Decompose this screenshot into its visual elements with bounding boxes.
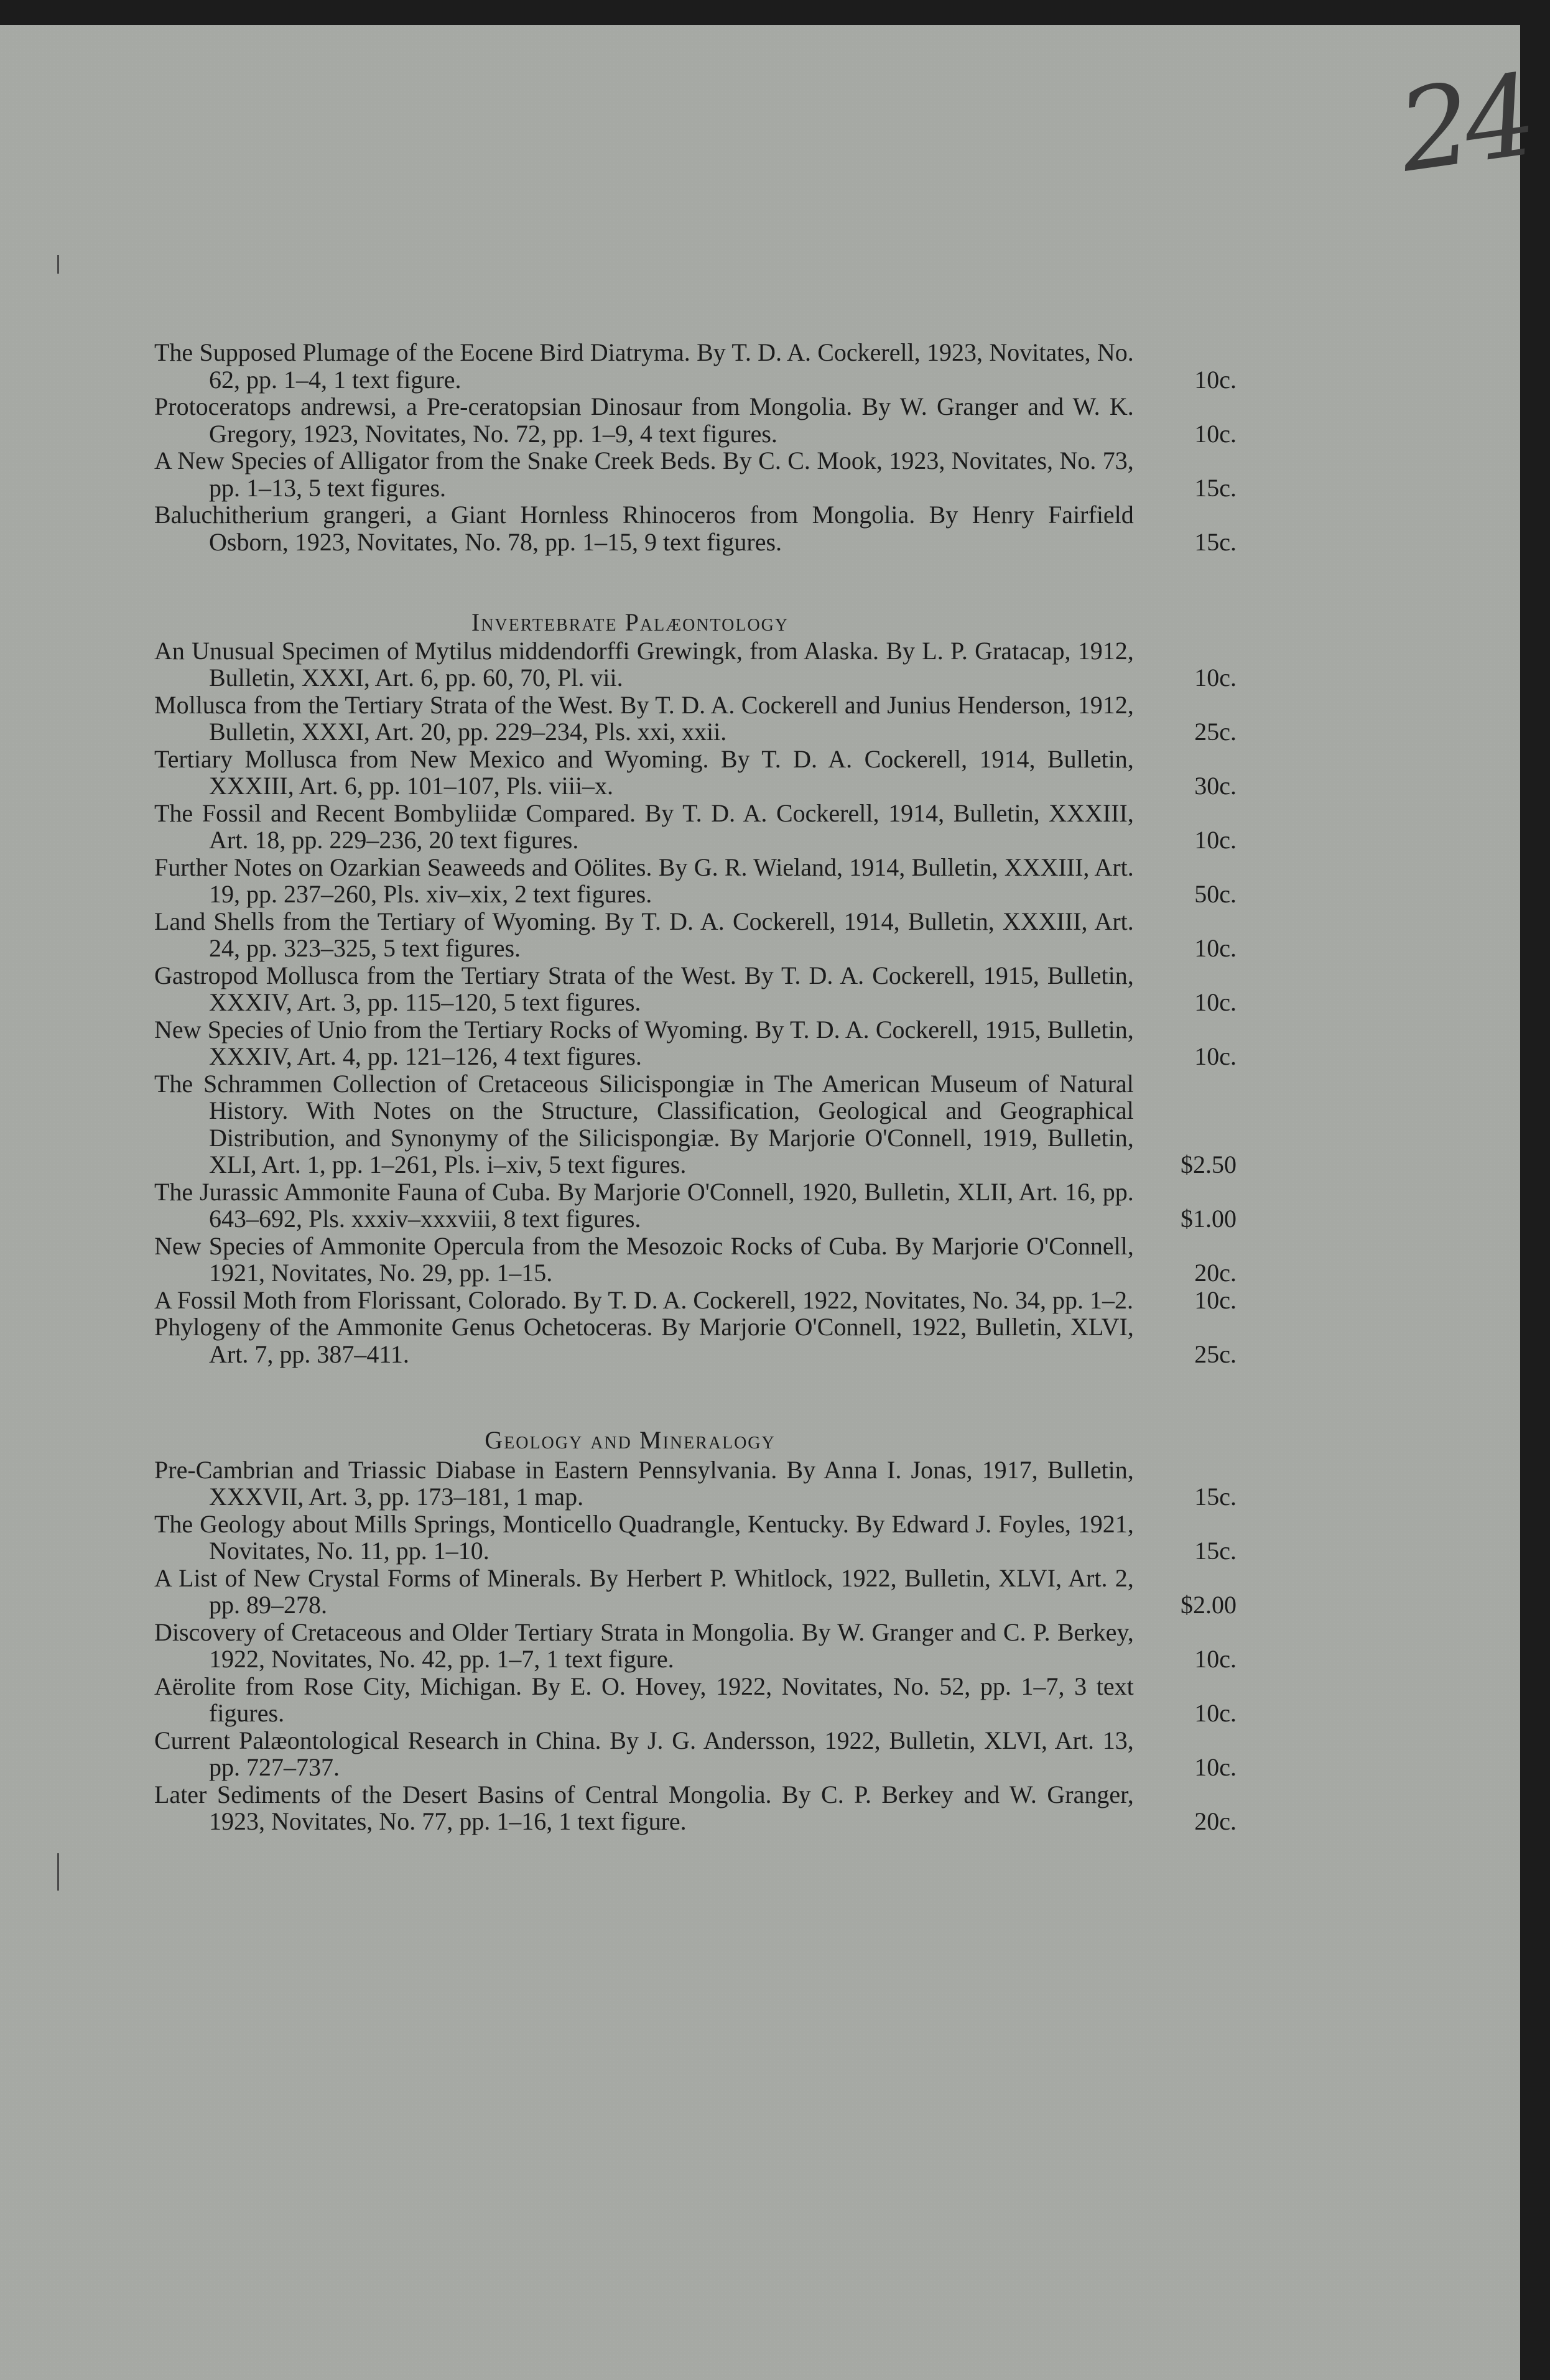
publication-entry — [154, 1456, 1237, 1511]
publication-entry — [154, 637, 1237, 692]
entry-price: 10c. — [1194, 1753, 1237, 1781]
entry-price: 10c. — [1194, 826, 1237, 854]
entry-price: 10c. — [1194, 1645, 1237, 1673]
publication-entry — [154, 501, 1237, 555]
entry-citation: Current Palæontological Research in China. By J. G. Andersson, 1922, Bulletin, XLVI, Art. 13, pp. 727–737. — [154, 1726, 1134, 1781]
entry-citation: A New Species of Alligator from the Snake Creek Beds. By C. C. Mook, 1923, Novitates, No. 73, pp. 1–13, 5 text figures. — [154, 447, 1134, 502]
publication-entry — [154, 1016, 1237, 1070]
entry-citation: The Supposed Plumage of the Eocene Bird Diatryma. By T. D. A. Cockerell, 1923, Novitates, No. 62, pp. 1–4, 1 text figure. — [154, 338, 1134, 394]
entry-price: 15c. — [1194, 473, 1237, 502]
entry-price: 10c. — [1194, 419, 1237, 448]
entry-citation: A List of New Crystal Forms of Minerals. By Herbert P. Whitlock, 1922, Bulletin, XLVI, Art. 2, pp. 89–278. — [154, 1563, 1134, 1619]
publication-entry — [154, 1511, 1237, 1565]
section-heading: Geology and Mineralogy — [485, 1426, 776, 1454]
entry-price: 20c. — [1194, 1807, 1237, 1835]
entry-price: 50c. — [1194, 880, 1237, 908]
publication-entry — [154, 339, 1237, 393]
entry-price: 10c. — [1194, 1699, 1237, 1727]
publication-entry — [154, 908, 1237, 962]
entry-price: 30c. — [1194, 772, 1237, 800]
publication-entry — [154, 1178, 1237, 1233]
entry-price: 25c. — [1194, 718, 1237, 746]
entry-citation: The Jurassic Ammonite Fauna of Cuba. By Marjorie O'Connell, 1920, Bulletin, XLII, Art. 16, pp. 643–692, Pls. xxxiv–xxxviii, 8 text figures. — [154, 1177, 1134, 1233]
entry-citation: A Fossil Moth from Florissant, Colorado. By T. D. A. Cockerell, 1922, Novitates, No. 34, pp. 1–2. — [154, 1285, 1134, 1314]
entry-citation: Baluchitherium grangeri, a Giant Hornless Rhinoceros from Mongolia. By Henry Fairfield Osborn, 1923, Novitates, No. 78, pp. 1–15, 9 text figures. — [154, 501, 1134, 556]
publication-entry — [154, 746, 1237, 800]
entry-price: 10c. — [1194, 1042, 1237, 1070]
publication-entry — [154, 393, 1237, 447]
document-page — [0, 25, 1538, 2380]
publication-entry — [154, 1781, 1237, 1835]
publication-entry — [154, 692, 1237, 746]
publication-entry — [154, 1070, 1237, 1178]
entry-citation: The Fossil and Recent Bombyliidæ Compared. By T. D. A. Cockerell, 1914, Bulletin, XXXIII, Art. 18, pp. 229–236, 20 text figures. — [154, 799, 1134, 854]
publication-entry — [154, 1565, 1237, 1619]
entry-citation: An Unusual Specimen of Mytilus middendorffi Grewingk, from Alaska. By L. P. Gratacap, 1912, Bulletin, XXXI, Art. 6, pp. 60, 70, Pl. vii. — [154, 636, 1134, 692]
entry-citation: Phylogeny of the Ammonite Genus Ochetoceras. By Marjorie O'Connell, 1922, Bulletin, XLVI, Art. 7, pp. 387–411. — [154, 1313, 1134, 1368]
entry-citation: Land Shells from the Tertiary of Wyoming. By T. D. A. Cockerell, 1914, Bulletin, XXXIII, Art. 24, pp. 323–325, 5 text figures. — [154, 907, 1134, 962]
entry-price: 10c. — [1194, 365, 1237, 394]
entry-price: 25c. — [1194, 1340, 1237, 1368]
entry-citation: Tertiary Mollusca from New Mexico and Wyoming. By T. D. A. Cockerell, 1914, Bulletin, XXXIII, Art. 6, pp. 101–107, Pls. viii–x. — [154, 744, 1134, 800]
entry-citation: Discovery of Cretaceous and Older Tertiary Strata in Mongolia. By W. Granger and C. P. Berkey, 1922, Novitates, No. 42, pp. 1–7, 1 text figure. — [154, 1618, 1134, 1673]
publication-entry — [154, 1619, 1237, 1673]
entry-price: 10c. — [1194, 934, 1237, 962]
entry-price: $2.50 — [1181, 1151, 1237, 1178]
publication-entry — [154, 962, 1237, 1016]
entry-citation: The Schrammen Collection of Cretaceous Silicispongiæ in The American Museum of Natural History. With Notes on the Structure, Classification, Geological and Geographical Distribution, and Synonymy of the Silicispongiæ. By Marjorie O'Connell, 1919, Bulletin, XLI, Art. 1, pp. 1–261, Pls. i–xiv, 5 text figures. — [154, 1069, 1134, 1178]
entry-citation: New Species of Unio from the Tertiary Rocks of Wyoming. By T. D. A. Cockerell, 1915, Bulletin, XXXIV, Art. 4, pp. 121–126, 4 text figures. — [154, 1015, 1134, 1070]
entry-citation: New Species of Ammonite Opercula from the Mesozoic Rocks of Cuba. By Marjorie O'Connell, 1921, Novitates, No. 29, pp. 1–15. — [154, 1231, 1134, 1287]
publication-entry — [154, 1287, 1237, 1314]
entry-price: 10c. — [1194, 1285, 1237, 1314]
entry-price: 15c. — [1194, 1537, 1237, 1565]
entry-citation: The Geology about Mills Springs, Monticello Quadrangle, Kentucky. By Edward J. Foyles, 1921, Novitates, No. 11, pp. 1–10. — [154, 1509, 1134, 1565]
margin-mark — [57, 255, 59, 274]
entry-citation: Protoceratops andrewsi, a Pre-ceratopsian Dinosaur from Mongolia. By W. Granger and W. K. Gregory, 1923, Novitates, No. 72, pp. 1–9, 4 text figures. — [154, 392, 1134, 448]
entry-citation: Gastropod Mollusca from the Tertiary Strata of the West. By T. D. A. Cockerell, 1915, Bulletin, XXXIV, Art. 3, pp. 115–120, 5 text figures. — [154, 961, 1134, 1016]
entry-citation: Further Notes on Ozarkian Seaweeds and Oölites. By G. R. Wieland, 1914, Bulletin, XXXIII, Art. 19, pp. 237–260, Pls. xiv–xix, 2 text figures. — [154, 853, 1134, 908]
publication-entry — [154, 1673, 1237, 1727]
entry-price: 10c. — [1194, 988, 1237, 1016]
entry-price: $1.00 — [1181, 1205, 1237, 1233]
entry-price: 20c. — [1194, 1259, 1237, 1287]
entry-price: 15c. — [1194, 527, 1237, 556]
handwritten-page-number: 24 — [1391, 50, 1538, 198]
publication-entry — [154, 800, 1237, 854]
publication-list — [154, 339, 1237, 1835]
entry-citation: Mollusca from the Tertiary Strata of the West. By T. D. A. Cockerell and Junius Henderson, 1912, Bulletin, XXXI, Art. 20, pp. 229–234, Pls. xxi, xxii. — [154, 690, 1134, 746]
entry-price: $2.00 — [1181, 1591, 1237, 1619]
entry-citation: Later Sediments of the Desert Basins of Central Mongolia. By C. P. Berkey and W. Granger, 1923, Novitates, No. 77, pp. 1–16, 1 text figure. — [154, 1780, 1134, 1835]
section-heading: Invertebrate Palæontology — [471, 608, 789, 636]
publication-entry — [154, 447, 1237, 501]
margin-mark — [57, 1853, 59, 1891]
entry-citation: Pre-Cambrian and Triassic Diabase in Eastern Pennsylvania. By Anna I. Jonas, 1917, Bulletin, XXXVII, Art. 3, pp. 173–181, 1 map. — [154, 1455, 1134, 1511]
entry-citation: Aërolite from Rose City, Michigan. By E. O. Hovey, 1922, Novitates, No. 52, pp. 1–7, 3 text figures. — [154, 1672, 1134, 1727]
publication-entry — [154, 1233, 1237, 1287]
entry-price: 10c. — [1194, 664, 1237, 692]
publication-entry — [154, 1313, 1237, 1368]
publication-entry — [154, 854, 1237, 908]
publication-entry — [154, 1727, 1237, 1781]
entry-price: 15c. — [1194, 1483, 1237, 1511]
